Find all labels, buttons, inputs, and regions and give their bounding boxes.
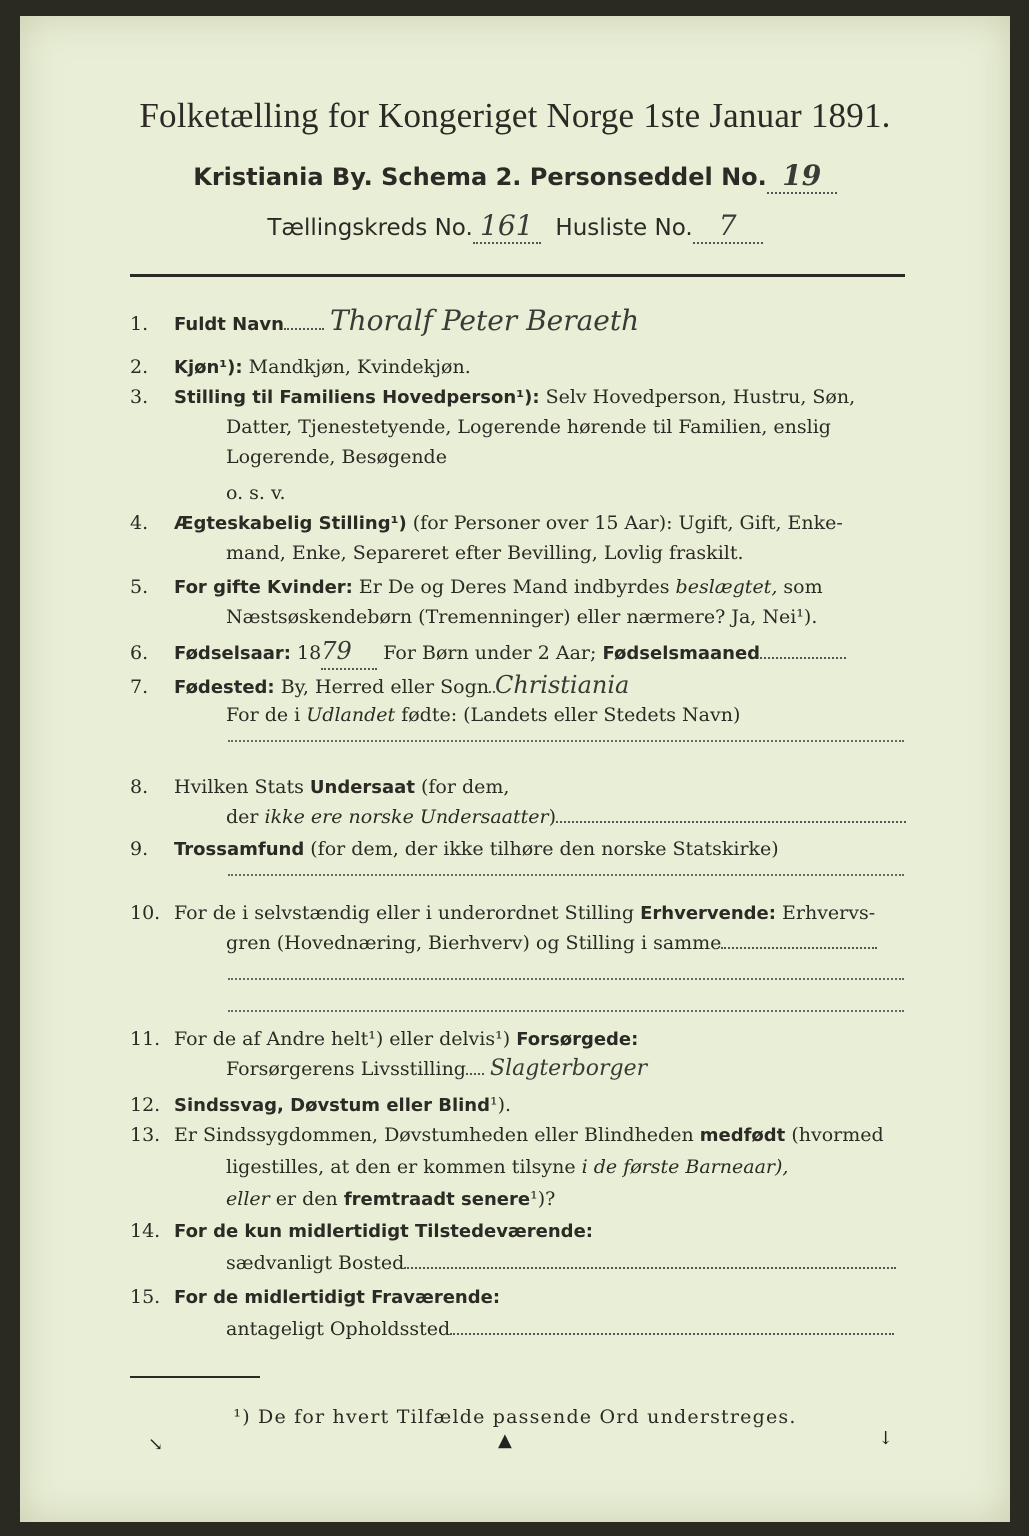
q1-number: 1. xyxy=(130,313,149,335)
question-13 xyxy=(130,1120,910,1151)
husliste-number: 7 xyxy=(718,209,737,242)
q13-label: medfødt xyxy=(699,1125,786,1146)
question-8 xyxy=(130,772,910,803)
q11-text-b: Forsørgerens Livsstilling xyxy=(226,1058,466,1080)
q13-line-3 xyxy=(130,1184,1006,1215)
personseddel-number: 19 xyxy=(782,159,822,192)
q4-line-2: mand, Enke, Separeret efter Bevilling, Lovlig fraskilt. xyxy=(226,542,744,564)
q4-label: Ægteskabelig Stilling¹) xyxy=(174,513,407,534)
q1-answer: Thoralf Peter Beraeth xyxy=(329,304,640,337)
q5-label: For gifte Kvinder: xyxy=(174,577,353,598)
q15-label: For de midlertidigt Fraværende: xyxy=(174,1287,501,1308)
q7-text-b: For de i xyxy=(226,704,301,726)
q7-label: Fødested: xyxy=(174,677,275,698)
q2-number: 2. xyxy=(130,356,149,378)
q6-year-field xyxy=(321,636,377,670)
q3-number: 3. xyxy=(130,386,149,408)
kreds-number: 161 xyxy=(480,209,534,242)
kreds-label: Tællingskreds No. xyxy=(267,215,473,241)
q7-text-b2: fødte: (Landets eller Stedets Navn) xyxy=(401,704,741,726)
q3-line-2: Datter, Tjenestetyende, Logerende hørende til Familien, enslig xyxy=(226,416,831,438)
q11-text-a: For de af Andre helt¹) eller delvis¹) xyxy=(174,1028,511,1050)
q10-leader xyxy=(721,947,877,949)
q13-number: 13. xyxy=(130,1124,161,1146)
question-7 xyxy=(130,670,910,703)
q14-line-2 xyxy=(130,1248,1006,1278)
form-subtitle xyxy=(20,159,1010,194)
subtitle-prefix: Kristiania By. Schema 2. Personseddel No. xyxy=(193,163,767,191)
question-15 xyxy=(130,1282,910,1313)
q9-text: (for dem, der ikke tilhøre den norske Statskirke) xyxy=(310,838,779,860)
q11-label: Forsørgede: xyxy=(516,1029,639,1050)
q11-line-2 xyxy=(130,1054,1006,1084)
q6-year-prefix: 18 xyxy=(297,642,322,664)
q8-number: 8. xyxy=(130,776,149,798)
q10-answer-line-1 xyxy=(228,978,904,980)
question-6 xyxy=(130,636,910,670)
kreds-field xyxy=(473,209,541,244)
form-title: Folketælling for Kongeriget Norge 1ste Januar 1891. xyxy=(139,96,891,135)
footnote: ¹) De for hvert Tilfælde passende Ord understreges. xyxy=(233,1406,797,1428)
q5-text-a2: som xyxy=(783,576,823,598)
q6-year-answer: 79 xyxy=(321,637,352,665)
q7-text: By, Herred eller Sogn xyxy=(280,676,489,698)
q1-leader xyxy=(284,328,324,330)
q7-number: 7. xyxy=(130,676,149,698)
q9-answer-line xyxy=(228,874,904,876)
q8-text-a2: (for dem, xyxy=(420,776,510,798)
q13-text-a: Er Sindssygdommen, Døvstumheden eller Blindheden xyxy=(174,1124,694,1146)
question-1 xyxy=(130,306,910,340)
question-2 xyxy=(130,352,910,383)
census-form-page xyxy=(20,16,1010,1522)
q7-answer-line xyxy=(228,740,904,742)
q5-text-italic: beslægtet, xyxy=(675,576,778,598)
q13-text-c2: ¹)? xyxy=(530,1188,556,1210)
q10-answer-line-2 xyxy=(228,1010,904,1012)
q14-answer-line xyxy=(404,1267,896,1269)
q15-answer-line xyxy=(450,1333,894,1335)
q6-label: Fødselsaar: xyxy=(174,643,291,664)
q8-label: Undersaat xyxy=(309,777,415,798)
q2-label: Kjøn¹): xyxy=(174,357,243,378)
question-11 xyxy=(130,1024,910,1055)
q11-number: 11. xyxy=(130,1028,161,1050)
q10-text-b: gren (Hovednæring, Bierhverv) og Stilling i samme xyxy=(226,932,722,954)
husliste-field xyxy=(693,209,763,244)
q3-options-a: Selv Hovedperson, Hustru, Søn, xyxy=(545,386,856,408)
q9-number: 9. xyxy=(130,838,149,860)
q6-label-2: Fødselsmaaned xyxy=(602,643,761,664)
q12-suffix: ¹). xyxy=(489,1094,512,1116)
question-5 xyxy=(130,572,910,603)
q14-number: 14. xyxy=(130,1220,161,1242)
corner-mark-right-icon: ↓ xyxy=(878,1428,894,1449)
q3-label: Stilling til Familiens Hovedperson¹): xyxy=(174,387,540,408)
q5-number: 5. xyxy=(130,576,149,598)
q13-label-2: fremtraadt senere xyxy=(343,1189,531,1210)
q12-number: 12. xyxy=(130,1094,161,1116)
q10-line-2 xyxy=(130,928,1006,958)
question-10 xyxy=(130,898,910,929)
q7-text-italic: Udlandet xyxy=(306,704,396,726)
q13-text-c-italic: eller xyxy=(226,1188,270,1210)
q13-line-2 xyxy=(130,1152,1006,1182)
q11-leader xyxy=(466,1073,484,1075)
footnote-rule xyxy=(130,1376,260,1378)
q12-label: Sindssvag, Døvstum eller Blind xyxy=(174,1095,490,1116)
q8-line-2: der ikke ere norske Undersaatter) xyxy=(130,802,1006,832)
q13-text-b: ligestilles, at den er kommen tilsyne xyxy=(226,1156,576,1178)
q8-text-a: Hvilken Stats xyxy=(174,776,304,798)
q7-answer: Christiania xyxy=(494,671,630,699)
header-rule xyxy=(130,274,905,277)
q3-line-3: Logerende, Besøgende xyxy=(226,446,447,468)
q15-text-b: antageligt Opholdssted xyxy=(226,1318,451,1340)
form-subtitle-2 xyxy=(20,209,1010,244)
corner-mark-left-icon: ↘ xyxy=(148,1434,164,1455)
husliste-label: Husliste No. xyxy=(555,215,693,241)
question-9 xyxy=(130,834,910,865)
question-12 xyxy=(130,1090,910,1121)
q14-text-b: sædvanligt Bosted xyxy=(226,1252,405,1274)
q15-number: 15. xyxy=(130,1286,161,1308)
q9-label: Trossamfund xyxy=(174,839,305,860)
q3-line-4: o. s. v. xyxy=(226,482,286,504)
q13-text-a2: (hvormed xyxy=(791,1124,884,1146)
q10-text-a2: Erhvervs- xyxy=(782,902,876,924)
q10-label: Erhvervende: xyxy=(640,903,776,924)
personseddel-field xyxy=(767,159,837,194)
q11-answer: Slagterborger xyxy=(490,1056,648,1081)
q14-label: For de kun midlertidigt Tilstedeværende: xyxy=(174,1221,593,1242)
question-14 xyxy=(130,1216,910,1247)
q4-options-a: (for Personer over 15 Aar): Ugift, Gift, Enke- xyxy=(412,512,843,534)
q2-options: Mandkjøn, Kvindekjøn. xyxy=(248,356,471,378)
q8-text-italic: ikke ere norske Undersaatter xyxy=(264,806,549,828)
q1-label: Fuldt Navn xyxy=(174,314,284,335)
q13-text-b-italic: i de første Barneaar), xyxy=(581,1156,789,1178)
q5-line-2: Næstsøskendebørn (Tremenninger) eller nærmere? Ja, Nei¹). xyxy=(226,606,818,628)
q8-answer-line xyxy=(556,821,906,823)
q7-line-2 xyxy=(130,700,1006,730)
question-3 xyxy=(130,382,910,413)
q6-text: For Børn under 2 Aar; xyxy=(383,642,597,664)
q15-line-2 xyxy=(130,1314,1006,1344)
q6-number: 6. xyxy=(130,642,149,664)
question-4 xyxy=(130,508,910,539)
center-mark-icon: ▲ xyxy=(498,1430,512,1451)
q4-number: 4. xyxy=(130,512,149,534)
q13-text-c: er den xyxy=(275,1188,338,1210)
q10-number: 10. xyxy=(130,902,161,924)
q10-text-a: For de i selvstændig eller i underordnet Stilling xyxy=(174,902,635,924)
q8-text-b: der xyxy=(226,806,259,828)
q6-month-field xyxy=(760,657,846,659)
q5-text-a: Er De og Deres Mand indbyrdes xyxy=(358,576,670,598)
